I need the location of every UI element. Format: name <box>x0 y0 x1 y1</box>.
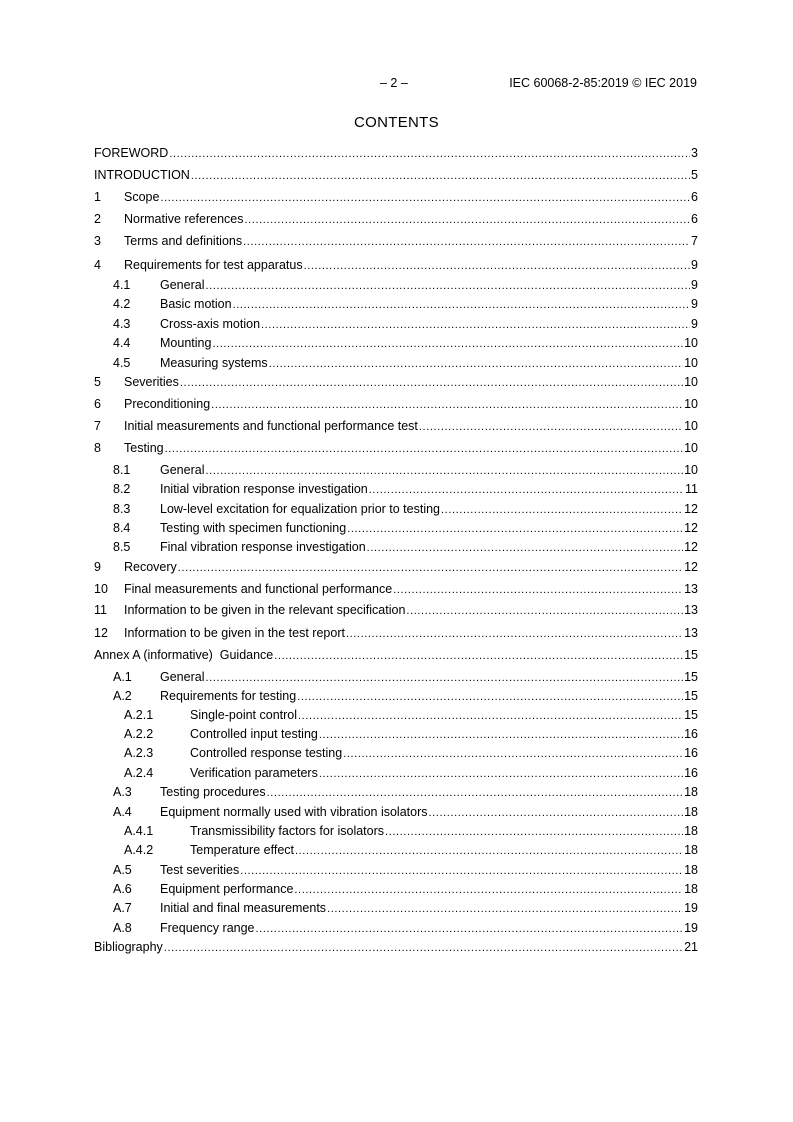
toc-entry[interactable] <box>94 823 698 839</box>
toc-dot-leader <box>180 375 683 391</box>
toc-entry[interactable] <box>94 355 698 371</box>
toc-entry-number: A.8 <box>113 921 132 935</box>
toc-entry-number: 12 <box>94 626 108 640</box>
toc-entry[interactable] <box>94 647 698 663</box>
toc-entry-page: 13 <box>684 603 698 617</box>
toc-entry-number: 4.4 <box>113 336 131 350</box>
toc-entry-number: A.1 <box>113 670 132 684</box>
toc-entry-title: Equipment normally used with vibration isolators <box>160 805 428 819</box>
toc-entry[interactable] <box>94 881 698 897</box>
toc-entry-page: 10 <box>684 397 698 411</box>
toc-dot-leader <box>178 560 683 576</box>
toc-entry-title: Testing <box>124 441 164 455</box>
toc-entry-title: Test severities <box>160 863 240 877</box>
toc-dot-leader <box>212 336 683 352</box>
toc-entry[interactable] <box>94 581 698 597</box>
toc-entry-page: 15 <box>684 648 698 662</box>
toc-dot-leader <box>367 540 683 556</box>
toc-entry-number: 8.5 <box>113 540 131 554</box>
toc-entry-number: 7 <box>94 419 101 433</box>
toc-entry-page: 9 <box>691 278 698 292</box>
toc-dot-leader <box>406 603 683 619</box>
toc-dot-leader <box>304 258 690 274</box>
toc-entry-number: 11 <box>94 603 107 617</box>
toc-entry-page: 16 <box>684 727 698 741</box>
toc-entry-number: 8 <box>94 441 101 455</box>
toc-entry-title: Requirements for testing <box>160 689 297 703</box>
toc-entry-number: A.5 <box>113 863 132 877</box>
toc-entry-title: Controlled input testing <box>190 727 318 741</box>
toc-entry-page: 18 <box>684 805 698 819</box>
toc-entry-title: INTRODUCTION <box>94 168 190 182</box>
toc-entry-page: 13 <box>684 626 698 640</box>
toc-entry-title: Transmissibility factors for isolators <box>190 824 385 838</box>
toc-entry-number: A.4 <box>113 805 132 819</box>
toc-entry-title: Normative references <box>124 212 244 226</box>
toc-entry-number: 8.1 <box>113 463 131 477</box>
toc-entry-page: 10 <box>684 375 698 389</box>
toc-entry-page: 10 <box>684 463 698 477</box>
toc-entry[interactable] <box>94 900 698 916</box>
toc-dot-leader <box>393 582 683 598</box>
toc-entry-page: 6 <box>691 190 698 204</box>
toc-entry-page: 9 <box>691 317 698 331</box>
toc-entry-number: 1 <box>94 190 101 204</box>
toc-entry-page: 10 <box>684 336 698 350</box>
page-number: – 2 – <box>380 76 408 90</box>
toc-entry-title: Equipment performance <box>160 882 294 896</box>
toc-entry[interactable] <box>94 842 698 858</box>
toc-entry-title: Recovery <box>124 560 177 574</box>
toc-entry[interactable] <box>94 374 698 390</box>
toc-entry-title: Controlled response testing <box>190 746 343 760</box>
toc-entry[interactable] <box>94 669 698 685</box>
toc-entry-page: 5 <box>691 168 698 182</box>
toc-dot-leader <box>205 670 683 686</box>
toc-entry[interactable] <box>94 440 698 456</box>
toc-dot-leader <box>169 146 690 162</box>
toc-entry[interactable] <box>94 784 698 800</box>
toc-entry-page: 9 <box>691 258 698 272</box>
toc-entry-page: 19 <box>684 901 698 915</box>
toc-entry-page: 15 <box>684 670 698 684</box>
toc-entry-title: Basic motion <box>160 297 232 311</box>
toc-entry-page: 18 <box>684 843 698 857</box>
toc-entry[interactable] <box>94 189 698 205</box>
toc-dot-leader <box>385 824 683 840</box>
toc-entry-title: FOREWORD <box>94 146 169 160</box>
page-title: CONTENTS <box>354 114 439 131</box>
toc-dot-leader <box>164 940 683 956</box>
toc-entry-page: 18 <box>684 785 698 799</box>
toc-entry-number: A.4.1 <box>124 824 154 838</box>
toc-dot-leader <box>205 278 690 294</box>
toc-dot-leader <box>298 708 683 724</box>
toc-entry[interactable] <box>94 257 698 273</box>
toc-entry-title: Requirements for test apparatus <box>124 258 303 272</box>
toc-entry[interactable] <box>94 145 698 161</box>
toc-entry-title: Low-level excitation for equalization prior to testing <box>160 502 441 516</box>
toc-entry[interactable] <box>94 939 698 955</box>
toc-entry[interactable] <box>94 804 698 820</box>
toc-entry-page: 11 <box>685 482 698 496</box>
toc-entry[interactable] <box>94 745 698 761</box>
toc-entry-number: 4.1 <box>113 278 131 292</box>
toc-entry[interactable] <box>94 335 698 351</box>
toc-entry-number: A.2.1 <box>124 708 154 722</box>
toc-entry-number: 8.4 <box>113 521 131 535</box>
toc-entry-title: Annex A (informative) Guidance <box>94 648 274 662</box>
toc-entry-page: 16 <box>684 766 698 780</box>
toc-entry-page: 9 <box>691 297 698 311</box>
toc-entry-page: 10 <box>684 356 698 370</box>
toc-entry-number: A.2 <box>113 689 132 703</box>
toc-dot-leader <box>294 882 683 898</box>
toc-entry-number: 3 <box>94 234 101 248</box>
toc-entry-number: 4 <box>94 258 101 272</box>
toc-entry[interactable] <box>94 277 698 293</box>
toc-entry[interactable] <box>94 625 698 641</box>
toc-entry-title: Temperature effect <box>190 843 294 857</box>
toc-entry-number: A.7 <box>113 901 132 915</box>
toc-entry-title: Information to be given in the test report <box>124 626 345 640</box>
toc-dot-leader <box>327 901 683 917</box>
toc-dot-leader <box>261 317 690 333</box>
toc-entry-number: A.2.2 <box>124 727 154 741</box>
toc-entry-page: 12 <box>684 502 698 516</box>
toc-entry-number: A.2.4 <box>124 766 154 780</box>
toc-dot-leader <box>274 648 683 664</box>
toc-entry-page: 18 <box>684 882 698 896</box>
toc-entry[interactable] <box>94 481 698 497</box>
toc-entry[interactable] <box>94 862 698 878</box>
toc-entry-page: 18 <box>684 824 698 838</box>
toc-entry-page: 19 <box>684 921 698 935</box>
toc-entry-title: Testing procedures <box>160 785 266 799</box>
toc-dot-leader <box>343 746 683 762</box>
toc-entry-number: A.4.2 <box>124 843 154 857</box>
toc-dot-leader <box>165 441 683 457</box>
toc-entry[interactable] <box>94 316 698 332</box>
toc-entry-title: Testing with specimen functioning <box>160 521 347 535</box>
toc-dot-leader <box>205 463 683 479</box>
toc-entry[interactable] <box>94 211 698 227</box>
toc-entry-title: Frequency range <box>160 921 255 935</box>
toc-dot-leader <box>243 234 690 250</box>
toc-entry-title: Final vibration response investigation <box>160 540 366 554</box>
toc-entry[interactable] <box>94 233 698 249</box>
toc-entry-number: 2 <box>94 212 101 226</box>
toc-entry[interactable] <box>94 707 698 723</box>
toc-entry-title: General <box>160 278 205 292</box>
toc-entry-page: 15 <box>684 708 698 722</box>
toc-entry-number: 6 <box>94 397 101 411</box>
toc-entry[interactable] <box>94 501 698 517</box>
toc-entry-page: 18 <box>684 863 698 877</box>
toc-entry[interactable] <box>94 688 698 704</box>
toc-dot-leader <box>160 190 690 206</box>
toc-entry-page: 6 <box>691 212 698 226</box>
toc-entry-number: 9 <box>94 560 101 574</box>
toc-entry-title: Cross-axis motion <box>160 317 261 331</box>
toc-entry[interactable] <box>94 296 698 312</box>
toc-entry-page: 3 <box>691 146 698 160</box>
toc-entry[interactable] <box>94 726 698 742</box>
toc-dot-leader <box>319 766 683 782</box>
toc-entry-number: 8.2 <box>113 482 131 496</box>
toc-entry-title: General <box>160 670 205 684</box>
toc-entry-title: Bibliography <box>94 940 163 954</box>
toc-dot-leader <box>240 863 683 879</box>
toc-entry-page: 13 <box>684 582 698 596</box>
toc-entry-title: Scope <box>124 190 160 204</box>
toc-dot-leader <box>295 843 683 859</box>
toc-entry-page: 12 <box>684 540 698 554</box>
toc-entry-title: General <box>160 463 205 477</box>
toc-entry-title: Terms and definitions <box>124 234 243 248</box>
toc-entry[interactable] <box>94 167 698 183</box>
toc-entry-page: 21 <box>684 940 698 954</box>
document-id: IEC 60068-2-85:2019 © IEC 2019 <box>509 76 697 90</box>
toc-entry[interactable] <box>94 418 698 434</box>
toc-entry[interactable] <box>94 765 698 781</box>
toc-entry-number: A.3 <box>113 785 132 799</box>
toc-entry[interactable] <box>94 539 698 555</box>
toc-entry-title: Single-point control <box>190 708 298 722</box>
toc-dot-leader <box>429 805 684 821</box>
toc-entry-title: Initial measurements and functional performance test <box>124 419 418 433</box>
toc-entry-page: 16 <box>684 746 698 760</box>
toc-entry-title: Severities <box>124 375 179 389</box>
toc-entry-page: 12 <box>684 521 698 535</box>
toc-entry[interactable] <box>94 396 698 412</box>
toc-entry-title: Verification parameters <box>190 766 318 780</box>
toc-entry-number: 8.3 <box>113 502 131 516</box>
toc-entry[interactable] <box>94 520 698 536</box>
toc-entry-page: 12 <box>684 560 698 574</box>
toc-entry[interactable] <box>94 920 698 936</box>
toc-dot-leader <box>256 921 684 937</box>
toc-entry-number: 4.2 <box>113 297 131 311</box>
toc-entry-number: 5 <box>94 375 101 389</box>
toc-entry-title: Preconditioning <box>124 397 211 411</box>
toc-dot-leader <box>211 397 683 413</box>
toc-dot-leader <box>267 785 683 801</box>
toc-entry-title: Initial and final measurements <box>160 901 327 915</box>
toc-entry-number: 4.3 <box>113 317 131 331</box>
toc-dot-leader <box>233 297 690 313</box>
toc-dot-leader <box>191 168 690 184</box>
toc-dot-leader <box>297 689 683 705</box>
toc-dot-leader <box>347 521 683 537</box>
toc-entry-number: A.6 <box>113 882 132 896</box>
toc-dot-leader <box>269 356 683 372</box>
toc-entry-title: Mounting <box>160 336 212 350</box>
toc-entry[interactable] <box>94 602 698 618</box>
toc-dot-leader <box>441 502 683 518</box>
toc-entry-page: 15 <box>684 689 698 703</box>
toc-dot-leader <box>419 419 683 435</box>
toc-entry-number: 4.5 <box>113 356 131 370</box>
toc-entry[interactable] <box>94 559 698 575</box>
toc-entry-page: 10 <box>684 419 698 433</box>
toc-entry-number: A.2.3 <box>124 746 154 760</box>
toc-entry-number: 10 <box>94 582 108 596</box>
toc-entry-page: 10 <box>684 441 698 455</box>
toc-entry-title: Initial vibration response investigation <box>160 482 368 496</box>
toc-dot-leader <box>245 212 691 228</box>
toc-entry-title: Information to be given in the relevant specification <box>124 603 406 617</box>
toc-entry[interactable] <box>94 462 698 478</box>
toc-dot-leader <box>319 727 683 743</box>
toc-dot-leader <box>346 626 683 642</box>
toc-dot-leader <box>369 482 684 498</box>
toc-entry-page: 7 <box>691 234 698 248</box>
toc-entry-title: Final measurements and functional performance <box>124 582 393 596</box>
toc-entry-title: Measuring systems <box>160 356 268 370</box>
